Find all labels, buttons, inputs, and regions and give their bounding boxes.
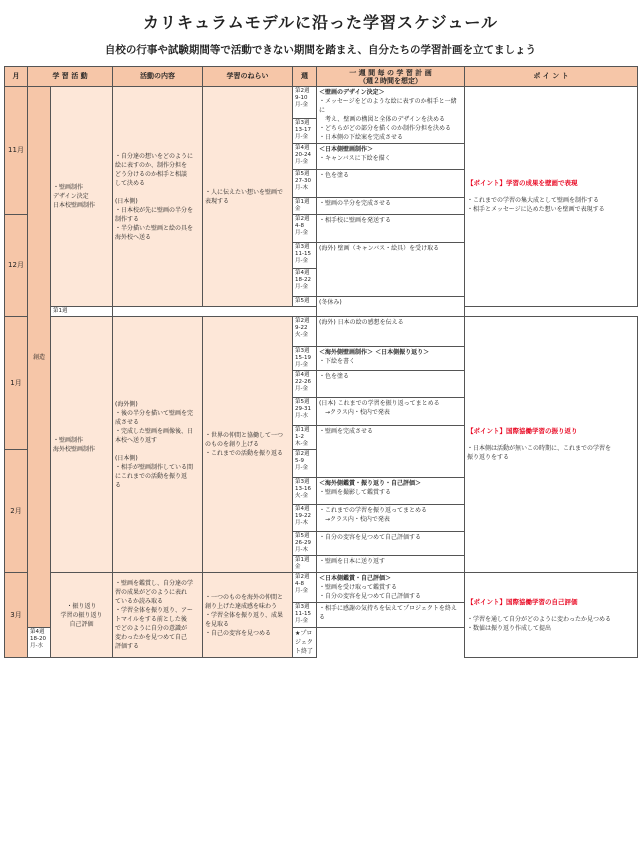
text-line: ・日本校が先に壁画の半分を — [115, 206, 194, 214]
week-cell — [293, 269, 317, 297]
text-line: (海外側) — [115, 400, 138, 408]
text-line: (日本側) — [115, 197, 138, 205]
text-line: (海外) 壁画（キャンバス・絵具）を受け取る — [319, 245, 440, 252]
text-line: (海外) 日本の絵の感想を伝える — [319, 319, 404, 326]
week-cell — [28, 628, 51, 658]
block2-activity — [51, 317, 113, 573]
block2-aim — [203, 317, 293, 573]
week-dates: 1-2 — [295, 434, 304, 440]
text-line: ・壁画を日本に送り返す — [319, 558, 386, 565]
col-activity-header: 学 習 活 動 — [28, 67, 113, 87]
week-days: 月-金 — [295, 465, 308, 471]
text-line: ・自己の変容を見つめる — [205, 629, 272, 637]
page-title: カリキュラムモデルに沿った学習スケジュール — [142, 13, 499, 32]
text-line: 評価する — [115, 643, 140, 650]
text-line: でどのように自分の意識が — [115, 625, 188, 632]
week-cell — [293, 347, 317, 371]
block3-content — [113, 573, 203, 658]
text-line: (冬休み) — [319, 299, 342, 306]
plan-thanks — [317, 603, 465, 628]
text-line: ・半分描いた壁画と絵の具を — [115, 224, 194, 232]
text-line: 本校へ送り返す — [115, 436, 158, 444]
text-line: ・振り返り — [66, 602, 97, 610]
plan-return — [317, 556, 465, 573]
block1-point — [465, 87, 638, 307]
col-aim-header: 学習のねらい — [203, 67, 293, 87]
week-label: 第2週 — [295, 216, 310, 222]
week-cell — [293, 215, 317, 243]
point-item: ・相手とメッセージに込めた想いを壁画で表現する — [467, 206, 605, 213]
text-line: ・下絵を書く — [319, 358, 356, 365]
week-cell — [293, 87, 317, 119]
text-line — [115, 445, 200, 454]
text-line: 変わったかを見つめて自己 — [115, 634, 187, 641]
plan-overseas-mural — [317, 347, 465, 371]
week-days: 月-金 — [295, 284, 308, 290]
week-label: 第3週 — [295, 120, 310, 126]
week-days: 月-金 — [295, 134, 308, 140]
week-dates: 13-16 — [295, 486, 311, 492]
week-dates: 13-17 — [295, 127, 311, 133]
point-item: ・学習を通して自分がどのように変わったか見つめる — [467, 615, 611, 623]
point-title: 【ポイント】学習の成果を壁画で表現 — [467, 179, 578, 187]
week-label: 第4週 — [295, 506, 310, 512]
week-cell — [293, 398, 317, 426]
text-line: ・自分の変容を見つめて自己評価する — [319, 593, 422, 600]
week-cell — [293, 505, 317, 532]
week-dates: 4-8 — [295, 223, 304, 229]
week-days: 月-金 — [295, 588, 308, 594]
week-cell — [293, 119, 317, 144]
plan-design — [317, 87, 465, 144]
week-days: 月-木 — [295, 520, 308, 526]
week-label: 第4週 — [295, 270, 310, 276]
week-cell — [293, 426, 317, 450]
week-label: 第2週 — [295, 451, 310, 457]
week-days: 月-金 — [295, 230, 308, 236]
block1-aim — [203, 87, 293, 307]
point-item: ・日本側は活動が無いこの時期に、これまでの学習を — [467, 445, 612, 452]
week-dates: 9-10 — [295, 95, 308, 101]
text-line: ・相手に感謝の気持ちを伝えてプロジェクトを終える — [319, 605, 457, 621]
text-line: ・後の半分を描いて壁画を完 — [115, 409, 194, 417]
week-cell — [293, 243, 317, 269]
plan-paint2 — [317, 371, 465, 398]
week-cell — [293, 573, 317, 603]
text-line: 日本校壁画制作 — [53, 202, 96, 209]
plan-end — [293, 628, 317, 658]
text-line: (日本) これまでの学習を振り返ってまとめる — [319, 400, 440, 407]
text-line: 海外校壁画制作 — [53, 445, 96, 453]
week-cell — [293, 532, 317, 556]
text-line: ・壁画を撮影して鑑賞する — [319, 489, 392, 496]
week-cell — [293, 556, 317, 573]
week-dates: 9-22 — [295, 325, 308, 331]
text-line: を見取る — [205, 620, 230, 628]
plan-ship — [317, 215, 465, 243]
text-line: ・人に伝えたい想いを壁画で — [205, 188, 284, 196]
text-line: 習の成果がどのように表れ — [115, 589, 188, 596]
block2-content — [113, 317, 203, 573]
text-line: ・学習全体を振り返り、アー — [115, 607, 193, 614]
text-line: 絵に表すのか、制作分担を — [115, 161, 188, 169]
week-days: 月-金 — [295, 618, 308, 624]
week-cell — [51, 307, 113, 317]
block3-point — [465, 573, 638, 658]
text-line: ・メッセージをどのような絵に表すのか相手と一緒に — [319, 98, 457, 114]
week-label: 第2週 — [295, 318, 310, 324]
week-dates: 11-15 — [295, 611, 311, 617]
text-line: ＜海外側壁画制作＞ ＜日本側振り返り＞ — [319, 349, 430, 356]
text-line: ＜壁画のデザイン決定＞ — [319, 89, 385, 96]
week-label: 第2週 — [295, 574, 310, 580]
col-content-header: 活動の内容 — [113, 67, 203, 87]
week-dates: 29-31 — [295, 406, 311, 412]
week-dates: 20-24 — [295, 152, 311, 158]
text-line: ・色を塗る — [319, 172, 350, 179]
plan-winter — [317, 297, 465, 317]
week-label: 第5週 — [295, 171, 310, 177]
week-days: 月-金 — [295, 386, 308, 392]
week-dates: 27-30 — [295, 178, 311, 184]
text-line: ・壁画を鑑賞し、自分達の学 — [115, 580, 194, 587]
week-dates: 19-22 — [295, 513, 311, 519]
week-label: 第1週 — [53, 308, 68, 314]
week-cell — [293, 198, 317, 215]
week-label: 第5週 — [295, 399, 310, 405]
week-cell — [293, 478, 317, 505]
text-line: ・相手が壁画制作している間 — [115, 463, 194, 471]
plan-impression — [317, 317, 465, 347]
week-days: 月-金 — [295, 102, 308, 108]
plan-paint — [317, 170, 465, 198]
week-days: 月-水 — [30, 643, 43, 649]
week-label: 第3週 — [295, 604, 310, 610]
text-line: る — [115, 481, 122, 489]
week-cell — [293, 144, 317, 170]
text-line: ・日本側の下絵案を完成させる — [319, 134, 404, 141]
text-line: 海外校へ送る — [115, 233, 152, 241]
plan-jp-eval — [317, 573, 465, 603]
text-line: デザイン決定 — [53, 193, 89, 200]
week-days: 火-金 — [295, 332, 308, 338]
week-label: 第3週 — [295, 244, 310, 250]
week-days: 月-金 — [295, 362, 308, 368]
week-cell — [293, 317, 317, 347]
text-line: 学習の振り返り — [60, 611, 103, 619]
text-line: ているか読み取る — [115, 598, 164, 605]
week-label: 第1週金 — [295, 557, 310, 570]
text-line: 表現する — [205, 197, 230, 205]
text-line: ・これまでの学習を振り返ってまとめる — [319, 507, 428, 514]
text-line: ・どちらがどの部分を描くのか制作分担を決める — [319, 125, 452, 132]
week-days: 月-水 — [295, 413, 308, 419]
text-line: →クラス内・校内で発表 — [319, 409, 390, 416]
week-label: 第4週 — [295, 145, 310, 151]
week-label: 第5週 — [295, 298, 310, 304]
week-dates: 18-22 — [295, 277, 311, 283]
point-item: 振り返りをする — [467, 454, 510, 461]
stage-creation: 創造 — [28, 87, 51, 628]
text-line: ・壁画制作 — [53, 184, 84, 191]
block3-aim — [203, 573, 293, 658]
text-line: 成させる — [115, 418, 140, 426]
text-line: ＜海外側鑑賞・振り返り・自己評価＞ — [319, 480, 422, 487]
week-dates: 15-19 — [295, 355, 311, 361]
week-days: 月-金 — [295, 159, 308, 165]
week-label: 第1週金 — [295, 199, 310, 212]
text-line: 自己評価 — [69, 620, 94, 628]
block1-activity — [51, 87, 113, 307]
week-days: 月-木 — [295, 185, 308, 191]
text-line — [115, 188, 200, 197]
schedule-table — [4, 66, 638, 658]
text-line: にこれまでの活動を振り返 — [115, 472, 188, 480]
week-label: 第2週 — [295, 88, 310, 94]
text-line: ・壁画を完成させる — [319, 428, 374, 435]
month-nov: 11月 — [5, 87, 28, 215]
week-days: 火-金 — [295, 493, 308, 499]
text-line: ＜日本側鑑賞・自己評価＞ — [319, 575, 392, 582]
week-dates: 22-26 — [295, 379, 311, 385]
week-dates: 5-9 — [295, 458, 304, 464]
text-line: 制作する — [115, 215, 140, 223]
week-dates: 26-29 — [295, 540, 311, 546]
week-label: 第3週 — [295, 479, 310, 485]
block3-activity — [51, 573, 113, 658]
text-line: ・完成した壁画を画像後、日 — [115, 427, 194, 435]
point-title: 【ポイント】国際協働学習の振り返り — [467, 427, 578, 435]
week-dates: 11-15 — [295, 251, 311, 257]
text-line: ・キャンバスに下絵を描く — [319, 155, 391, 162]
text-line: ・相手校に壁画を発送する — [319, 217, 392, 224]
text-line: →クラス内・校内で発表 — [319, 516, 390, 523]
text-line: 考え、壁画の構図と全体のデザインを決める — [319, 116, 445, 123]
text-line: 創り上げた達成感を味わう — [205, 602, 278, 610]
text-line: ・色を塗る — [319, 373, 350, 380]
week-label: 第1週 — [295, 427, 310, 433]
plan-summary — [317, 505, 465, 532]
week-label: 第3週 — [295, 348, 310, 354]
point-item: ・数値は振り返り作成して提出 — [467, 624, 552, 632]
text-line: ・自分の変容を見つめて自己評価する — [319, 534, 422, 541]
week-label: 第4週 — [30, 629, 45, 635]
col-month-header: 月 — [5, 67, 28, 87]
block2-point — [465, 317, 638, 573]
plan-overseas-eval — [317, 478, 465, 505]
month-feb: 2月 — [5, 450, 28, 573]
week-label: 第5週 — [295, 533, 310, 539]
plan-complete — [317, 426, 465, 478]
point-item: ・これまでの学習の集大成として壁画を制作する — [467, 197, 600, 204]
plan-jp-mural — [317, 144, 465, 170]
col-plan-title: 一 週 間 毎 の 学 習 計 画 — [349, 68, 432, 77]
text-line: ・学習全体を振り返り、成果 — [205, 611, 284, 619]
plan-self-eval — [317, 532, 465, 556]
text-line: して決める — [115, 179, 146, 187]
week-cell — [293, 170, 317, 198]
text-line: ・壁画制作 — [53, 436, 84, 444]
week-cell — [293, 371, 317, 398]
point-title: 【ポイント】国際協働学習の自己評価 — [467, 597, 578, 606]
week-dates: 18-20 — [30, 636, 46, 642]
week-days: 月-金 — [295, 258, 308, 264]
text-line: ・壁画の半分を完成させる — [319, 200, 392, 207]
text-line: ＜日本側壁画制作＞ — [319, 146, 374, 153]
plan-half — [317, 198, 465, 215]
block1-content — [113, 87, 203, 307]
text-line: のものを創り上げる — [205, 441, 260, 448]
page-subtitle: 自校の行事や試験期間等で活動できない期間を踏まえ、自分たちの学習計画を立てましょう — [104, 44, 537, 56]
text-line: ・自分達の想いをどのように — [115, 152, 194, 160]
week-cell — [293, 297, 317, 307]
text-line: ・世界の仲間と協働して一つ — [205, 432, 284, 439]
col-plan-note: （週２時間を想定） — [359, 76, 422, 85]
week-cell — [293, 603, 317, 628]
month-mar: 3月 — [5, 573, 28, 658]
plan-receive — [317, 243, 465, 297]
week-label: 第4週 — [295, 372, 310, 378]
week-days: 木-金 — [295, 441, 308, 447]
text-line: ・これまでの活動を振り返る — [205, 450, 284, 457]
text-line: ・一つのものを海外の仲間と — [205, 593, 284, 601]
month-jan: 1月 — [5, 317, 28, 450]
week-dates: 4-8 — [295, 581, 304, 587]
text-line: ★プロジェクト終了 — [295, 630, 314, 655]
plan-reflect-jp — [317, 398, 465, 426]
text-line: (日本側) — [115, 454, 138, 462]
col-point-header: ポ イ ン ト — [465, 67, 638, 87]
week-days: 月-木 — [295, 547, 308, 553]
text-line: ・壁画を受け取って鑑賞する — [319, 584, 398, 591]
text-line: トマイルをする前とした後 — [115, 616, 187, 623]
month-dec: 12月 — [5, 215, 28, 317]
text-line: どう分けるのか相手と相談 — [115, 170, 188, 178]
col-week-header: 週 — [293, 67, 317, 87]
col-plan-header — [317, 67, 465, 87]
week-cell — [293, 450, 317, 478]
